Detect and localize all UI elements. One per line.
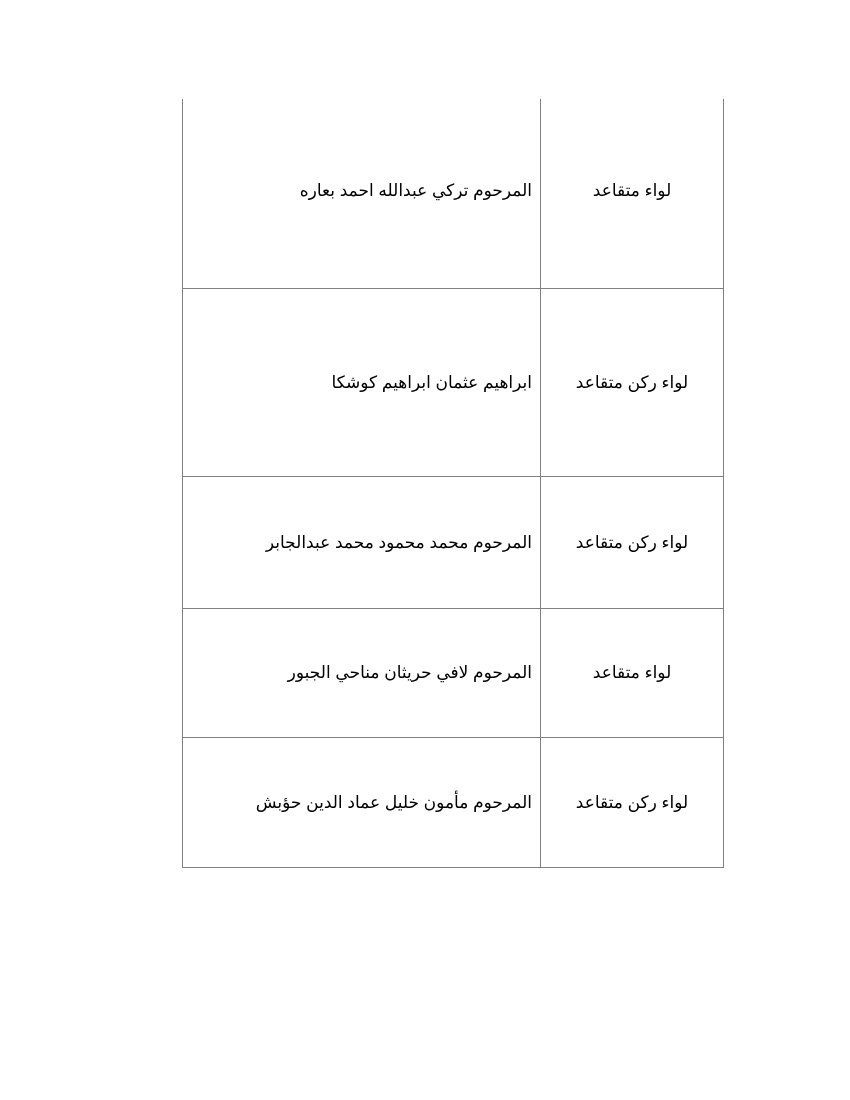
name-cell xyxy=(182,738,541,867)
names-table xyxy=(182,99,724,868)
rank-text: لواء ركن متقاعد xyxy=(575,792,689,812)
rank-text: لواء ركن متقاعد xyxy=(575,532,689,552)
rank-text: لواء متقاعد xyxy=(592,663,672,682)
table-row xyxy=(182,737,724,867)
name-cell xyxy=(182,99,541,288)
name-text: المرحوم محمد محمود محمد عبدالجابر xyxy=(265,532,532,552)
table-row xyxy=(182,608,724,737)
table-row xyxy=(182,99,724,288)
rank-text: لواء متقاعد xyxy=(592,181,672,200)
name-text: المرحوم مأمون خليل عماد الدين حؤبش xyxy=(255,792,532,812)
name-cell xyxy=(182,477,541,608)
rank-cell xyxy=(541,289,724,476)
rank-cell xyxy=(541,99,724,288)
table-row xyxy=(182,476,724,608)
rank-cell xyxy=(541,609,724,737)
name-text: ابراهيم عثمان ابراهيم كوشكا xyxy=(331,372,532,392)
name-cell xyxy=(182,609,541,737)
rank-text: لواء ركن متقاعد xyxy=(575,372,689,392)
name-cell xyxy=(182,289,541,476)
table-row xyxy=(182,288,724,476)
rank-cell xyxy=(541,477,724,608)
name-text: المرحوم لافي حريثان مناحي الجبور xyxy=(287,663,532,682)
name-text: المرحوم تركي عبدالله احمد بعاره xyxy=(299,181,532,200)
rank-cell xyxy=(541,738,724,867)
